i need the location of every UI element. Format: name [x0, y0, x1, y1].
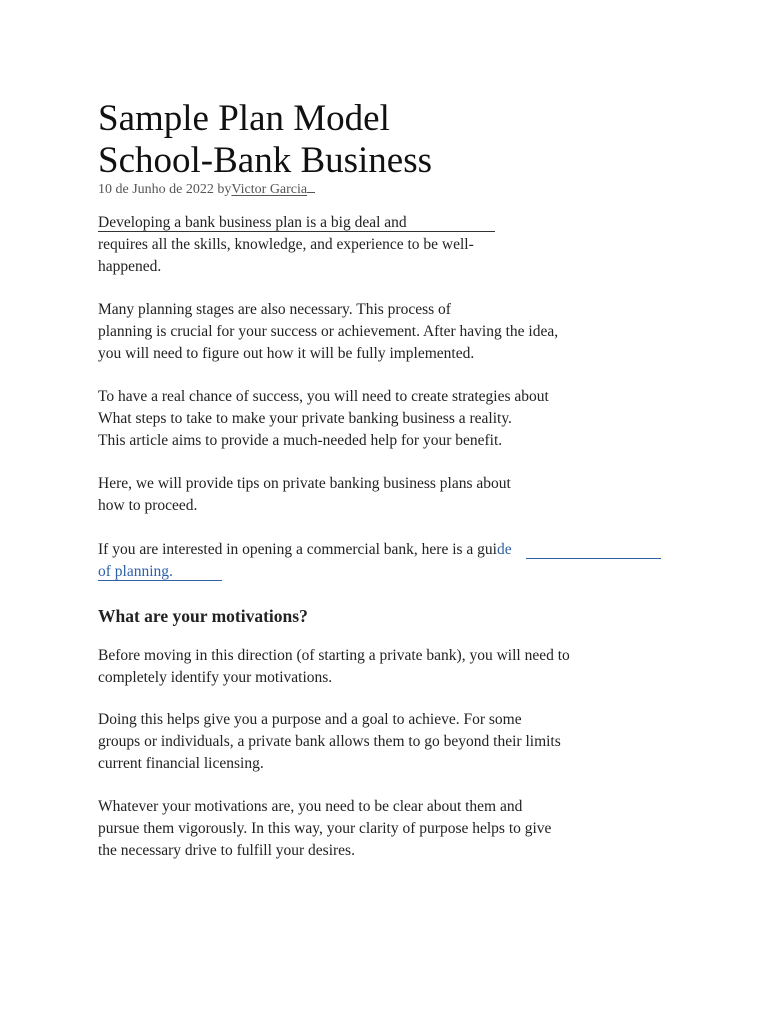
guide-link-underline-2 — [98, 580, 222, 581]
paragraph-line: planning is crucial for your success or achievement. After having the idea, — [98, 322, 559, 340]
page-title — [98, 98, 432, 182]
paragraph-line: how to proceed. — [98, 496, 198, 514]
paragraph-line: you will need to figure out how it will be fully implemented. — [98, 344, 475, 362]
paragraph-7 — [98, 709, 561, 774]
author-link[interactable]: Victor Garcia — [231, 182, 308, 197]
paragraph-line: pursue them vigorously. In this way, your clarity of purpose helps to give — [98, 819, 552, 837]
paragraph-text: If you are interested in opening a commercial bank, here is a gui — [98, 541, 497, 558]
paragraph-6 — [98, 645, 570, 689]
paragraph-3 — [98, 386, 549, 451]
paragraph-line — [98, 539, 512, 561]
by-label: by — [217, 182, 232, 197]
title-line-1: Sample Plan Model — [98, 98, 390, 139]
paragraph-line: Before moving in this direction (of starting a private bank), you will need to — [98, 647, 570, 664]
paragraph-line: Doing this helps give you a purpose and a goal to achieve. For some — [98, 711, 522, 728]
paragraph-line: current financial licensing. — [98, 754, 264, 772]
paragraph-line: Whatever your motivations are, you need to be clear about them and — [98, 798, 523, 815]
paragraph-4 — [98, 473, 511, 517]
paragraph-line: completely identify your motivations. — [98, 668, 333, 686]
paragraph-1-underline — [98, 231, 495, 232]
publish-date: 10 de Junho de 2022 — [98, 182, 214, 197]
paragraph-line: Here, we will provide tips on private banking business plans about — [98, 475, 511, 492]
guide-link-underline-1 — [526, 558, 661, 559]
guide-link-part-2[interactable]: of planning. — [98, 562, 173, 580]
article-meta — [98, 180, 315, 198]
paragraph-line: requires all the skills, knowledge, and experience to be well- — [98, 235, 474, 253]
paragraph-line: What steps to take to make your private banking business a reality. — [98, 409, 512, 427]
paragraph-line: groups or individuals, a private bank allows them to go beyond their limits — [98, 732, 561, 750]
paragraph-line: This article aims to provide a much-needed help for your benefit. — [98, 431, 503, 449]
paragraph-line: happened. — [98, 257, 162, 275]
guide-link-part-1[interactable]: de — [496, 541, 512, 558]
paragraph-line: Many planning stages are also necessary. This process of — [98, 301, 451, 318]
paragraph-line: Developing a bank business plan is a big deal and — [98, 214, 407, 231]
paragraph-1 — [98, 212, 474, 277]
section-heading: What are your motivations? — [98, 606, 308, 626]
paragraph-line: the necessary drive to fulfill your desires. — [98, 841, 355, 859]
paragraph-5 — [98, 539, 512, 583]
title-line-2: School-Bank Business — [98, 140, 433, 181]
author-link-underline-tail — [307, 180, 315, 193]
paragraph-line: To have a real chance of success, you will need to create strategies about — [98, 388, 549, 405]
paragraph-8 — [98, 796, 551, 861]
paragraph-2 — [98, 299, 558, 364]
